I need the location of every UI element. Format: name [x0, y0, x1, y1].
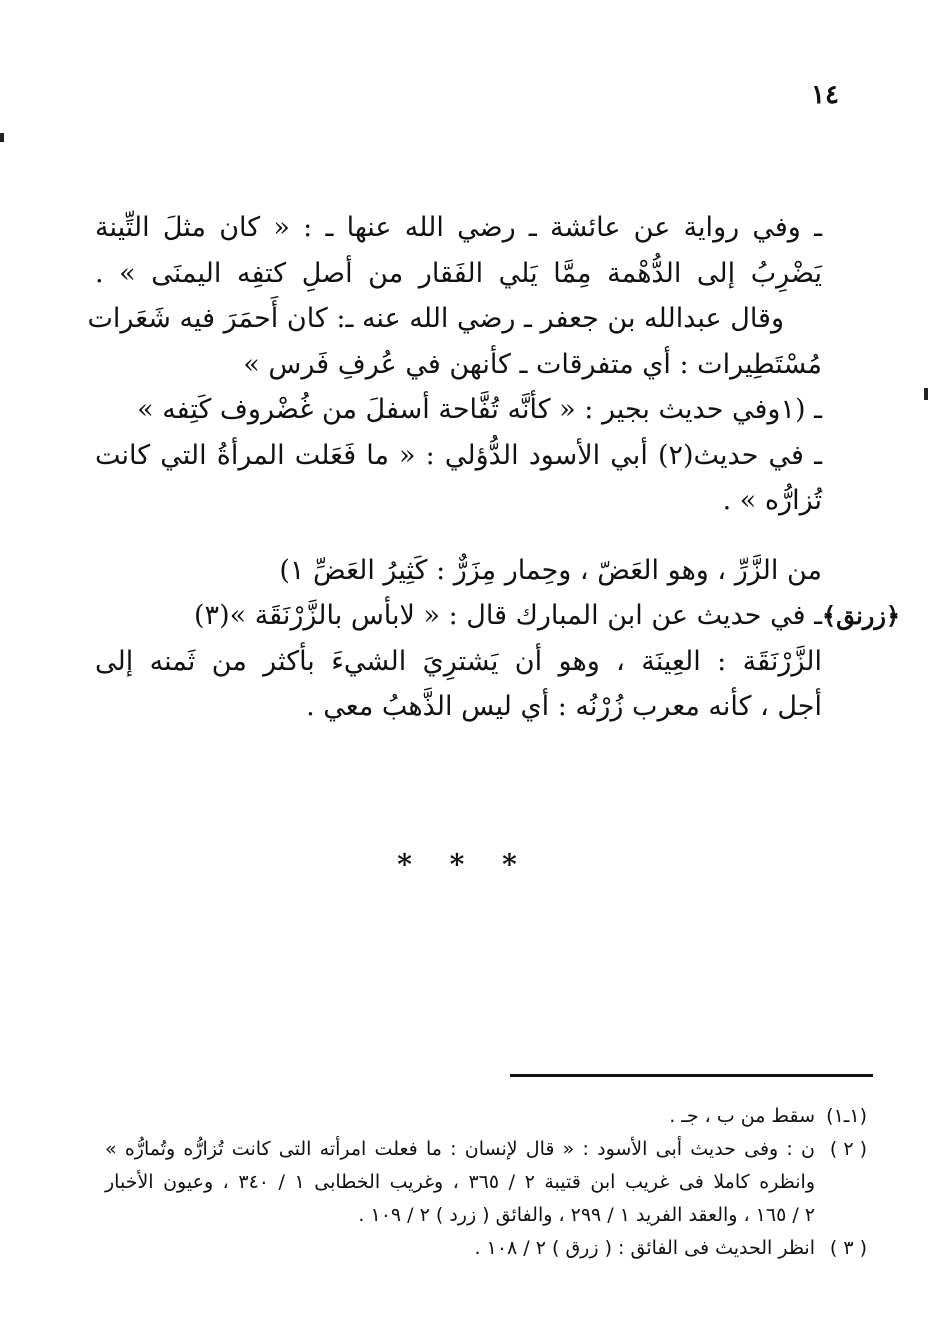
text-line-content: ـ في حديث عن ابن المبارك قال : « لابأس بالزَّرْنَقَة »(٣) [194, 600, 822, 631]
text-line: الزَّرْنَقَة : العِينَة ، وهو أن يَشترِيَ الشيءَ بأكثر من ثَمنه إلى [95, 645, 822, 677]
footnote [105, 1133, 867, 1232]
text-line: ـ في حديث(٢) أبي الأسود الدُّؤلي : « ما فَعَلت المرأةُ التي كانت [95, 439, 822, 471]
text-line: أجل ، كأنه معرب زُرْنُه : أي ليس الذَّهبُ معي . [306, 691, 822, 722]
footnote-number: (١ـ١) [826, 1105, 867, 1127]
text-line: تُزارُّه » . [722, 485, 822, 516]
footnote [105, 1232, 867, 1265]
footnote-line: ٢ / ١٦٥ ، والعقد الفريد ١ / ٢٩٩ ، والفائق ( زرد ) ٢ / ١٠٩ . [358, 1204, 815, 1226]
page-number: ١٤ [811, 80, 839, 110]
footnote-line: وانظره كاملا فى غريب ابن قتيبة ٢ / ٣٦٥ ، وغريب الخطابى ١ / ٣٤٠ ، وعيون الأخبار [105, 1171, 816, 1193]
footnote-line: انظر الحديث فى الفائق : ( زرق ) ٢ / ١٠٨ . [474, 1237, 815, 1259]
text-line: مُسْتَطِيرات : أي متفرقات ـ كأنهن في عُرفِ فَرس » [243, 348, 822, 380]
footnote-line: ن : وفى حديث أبى الأسود : « قال لإنسان : ما فعلت امرأته التى كانت تُزارُّه وتُمارُّه » [105, 1138, 815, 1160]
footnotes [105, 1100, 867, 1265]
text-line: وقال عبدالله بن جعفر ـ رضي الله عنه ـ: كان أَحمَرَ فيه شَعَرات [87, 303, 784, 334]
text-line: ـ وفي رواية عن عائشة ـ رضي الله عنها ـ : « كان مثلَ التِّينة [95, 212, 822, 243]
footnote-line: سقط من ب ، جـ . [669, 1105, 815, 1127]
section-separator: * * * [397, 848, 531, 881]
text-line: يَضْرِبُ إلى الدُّهْمة مِمَّا يَلي الفَقار من أصلِ كتفِه اليمنَى » . [95, 257, 822, 289]
text-line: من الزَّرِّ ، وهو العَضّ ، وحِمار مِزَرٌّ : كَثِيرُ العَضِّ ١) [279, 554, 822, 586]
footnote-divider [510, 1074, 873, 1077]
margin-mark [0, 133, 4, 142]
footnote [105, 1100, 867, 1133]
text-line [95, 593, 900, 639]
margin-mark [924, 388, 928, 400]
main-text [87, 205, 900, 730]
entry-headword: ﴿زرنق﴾ [822, 601, 900, 630]
footnote-number: ( ٢ ) [829, 1138, 867, 1160]
text-line: ـ (١وفي حديث بجير : « كأنَّه تُفَّاحة أسفلَ من غُضْروف كَتِفه » [137, 394, 822, 425]
footnote-number: ( ٣ ) [829, 1237, 867, 1259]
